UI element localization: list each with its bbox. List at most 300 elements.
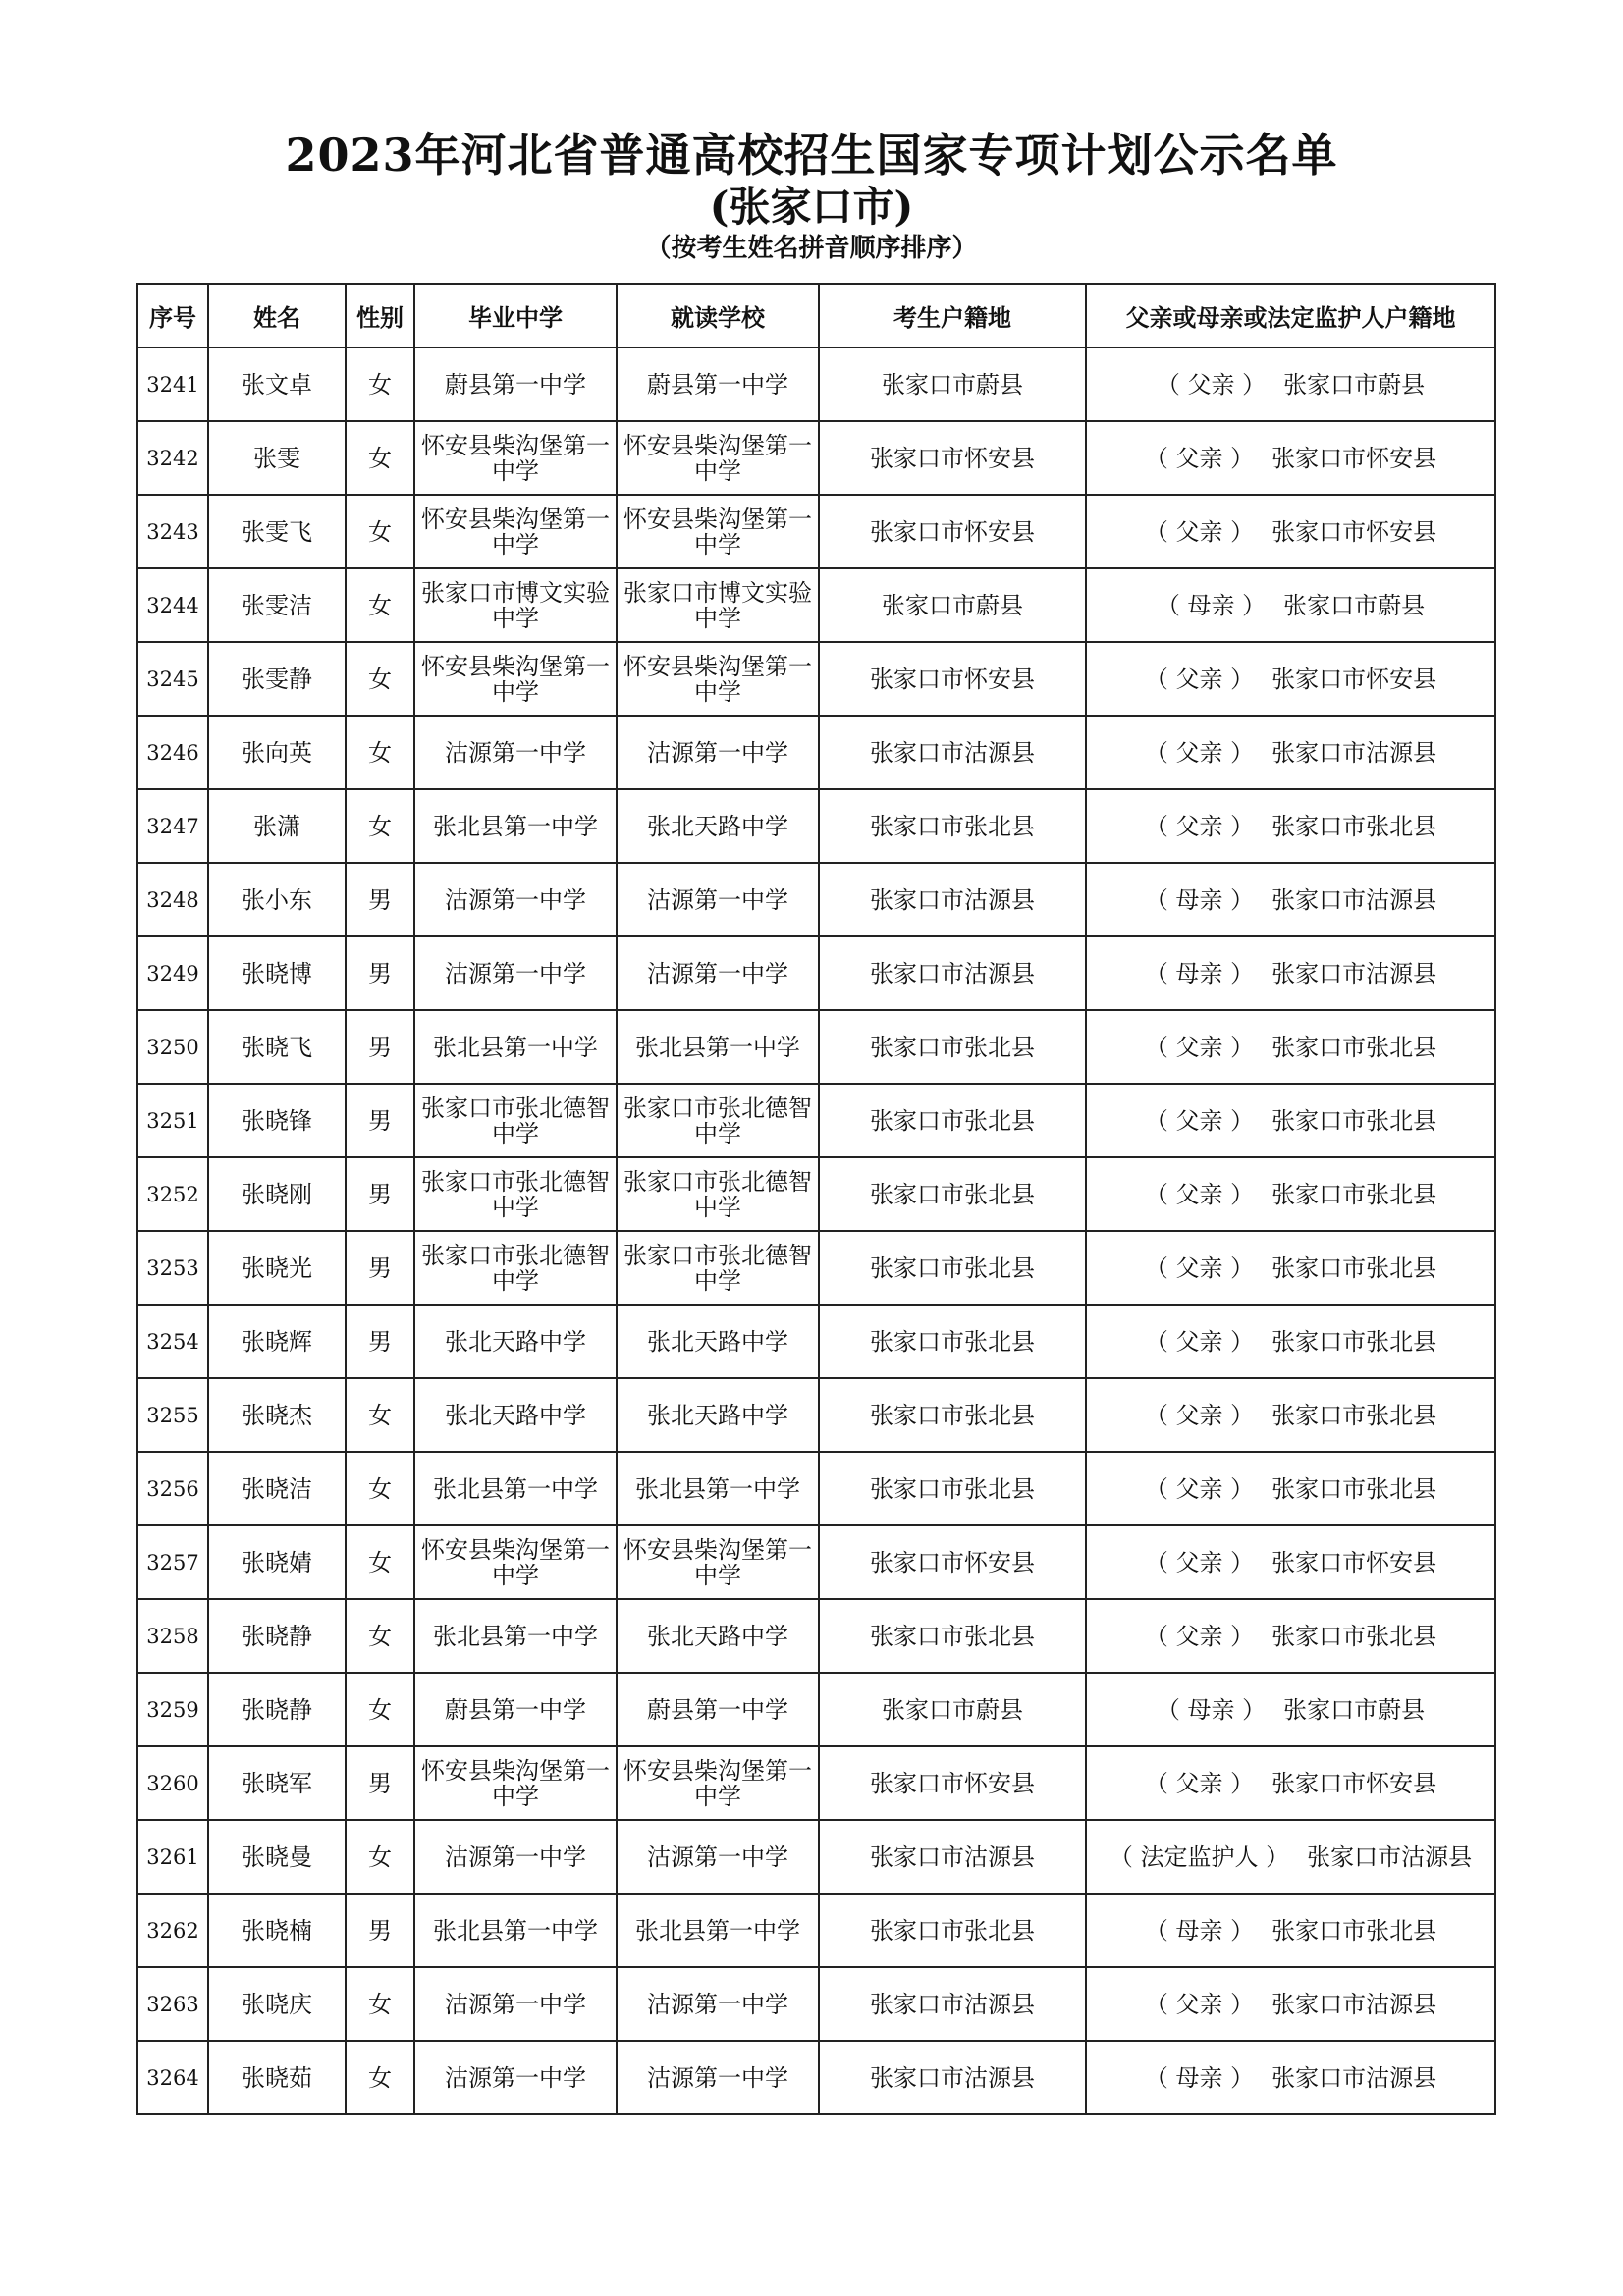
cell-id: 3245 xyxy=(137,642,208,716)
cell-current-school: 怀安县柴沟堡第一中学 xyxy=(617,421,819,495)
relation-label: 父亲 xyxy=(1175,812,1223,840)
cell-name: 张雯 xyxy=(208,421,346,495)
cell-household-registration: 张家口市怀安县 xyxy=(819,642,1086,716)
parent-location: 张家口市怀安县 xyxy=(1271,517,1437,546)
cell-id: 3264 xyxy=(137,2041,208,2114)
cell-current-school: 沽源第一中学 xyxy=(617,936,819,1010)
cell-household-registration: 张家口市张北县 xyxy=(819,1894,1086,1967)
cell-name: 张晓静 xyxy=(208,1673,346,1746)
cell-id: 3247 xyxy=(137,789,208,863)
relation-label: 父亲 xyxy=(1175,1622,1223,1650)
cell-id: 3257 xyxy=(137,1525,208,1599)
cell-graduation-school: 张北县第一中学 xyxy=(414,1599,617,1673)
cell-sex: 女 xyxy=(346,347,414,421)
open-paren: （ xyxy=(1144,1033,1176,1061)
cell-household-registration: 张家口市沽源县 xyxy=(819,716,1086,789)
close-paren: ） xyxy=(1258,1842,1290,1871)
close-paren: ） xyxy=(1222,1622,1255,1650)
cell-id: 3261 xyxy=(137,1820,208,1894)
cell-name: 张雯静 xyxy=(208,642,346,716)
close-paren: ） xyxy=(1222,1180,1255,1208)
table-row xyxy=(137,642,1495,716)
cell-id: 3256 xyxy=(137,1452,208,1525)
relation-label: 法定监护人 xyxy=(1140,1842,1259,1871)
cell-sex: 男 xyxy=(346,1231,414,1305)
cell-parent-registration xyxy=(1086,495,1495,568)
cell-household-registration: 张家口市张北县 xyxy=(819,1599,1086,1673)
open-paren: （ xyxy=(1144,738,1176,767)
cell-graduation-school: 怀安县柴沟堡第一中学 xyxy=(414,642,617,716)
cell-name: 张晓军 xyxy=(208,1746,346,1820)
cell-id: 3243 xyxy=(137,495,208,568)
relation-label: 父亲 xyxy=(1175,1401,1223,1429)
cell-id: 3242 xyxy=(137,421,208,495)
cell-current-school: 张家口市张北德智中学 xyxy=(617,1231,819,1305)
close-paren: ） xyxy=(1222,812,1255,840)
table-row xyxy=(137,1305,1495,1378)
cell-current-school: 张北天路中学 xyxy=(617,1305,819,1378)
cell-sex: 女 xyxy=(346,495,414,568)
parent-location: 张家口市张北县 xyxy=(1271,1622,1437,1650)
relation-label: 父亲 xyxy=(1175,1033,1223,1061)
applicant-table xyxy=(136,283,1496,2115)
cell-sex: 女 xyxy=(346,1378,414,1452)
parent-location: 张家口市张北县 xyxy=(1271,1474,1437,1503)
close-paren: ） xyxy=(1222,1401,1255,1429)
relation-label: 父亲 xyxy=(1175,517,1223,546)
parent-location: 张家口市沽源县 xyxy=(1307,1842,1473,1871)
cell-sex: 男 xyxy=(346,1746,414,1820)
cell-parent-registration xyxy=(1086,1746,1495,1820)
relation-label: 父亲 xyxy=(1175,1548,1223,1576)
document-subtitle: (张家口市) xyxy=(709,183,914,231)
cell-parent-registration xyxy=(1086,568,1495,642)
cell-name: 张晓刚 xyxy=(208,1157,346,1231)
cell-name: 张晓静 xyxy=(208,1599,346,1673)
close-paren: ） xyxy=(1234,591,1267,619)
close-paren: ） xyxy=(1222,1033,1255,1061)
table-row xyxy=(137,1894,1495,1967)
open-paren: （ xyxy=(1156,370,1188,399)
open-paren: （ xyxy=(1144,1548,1176,1576)
cell-household-registration: 张家口市张北县 xyxy=(819,789,1086,863)
close-paren: ） xyxy=(1222,665,1255,693)
cell-sex: 女 xyxy=(346,421,414,495)
cell-parent-registration xyxy=(1086,1820,1495,1894)
cell-name: 张晓庆 xyxy=(208,1967,346,2041)
relation-label: 父亲 xyxy=(1175,665,1223,693)
close-paren: ） xyxy=(1222,1769,1255,1797)
cell-id: 3259 xyxy=(137,1673,208,1746)
cell-graduation-school: 张北天路中学 xyxy=(414,1378,617,1452)
relation-label: 父亲 xyxy=(1175,1769,1223,1797)
cell-current-school: 张北县第一中学 xyxy=(617,1452,819,1525)
close-paren: ） xyxy=(1222,1548,1255,1576)
cell-current-school: 张北天路中学 xyxy=(617,789,819,863)
cell-sex: 女 xyxy=(346,1599,414,1673)
cell-id: 3250 xyxy=(137,1010,208,1084)
cell-graduation-school: 沽源第一中学 xyxy=(414,936,617,1010)
table-row xyxy=(137,1231,1495,1305)
cell-parent-registration xyxy=(1086,1894,1495,1967)
cell-id: 3254 xyxy=(137,1305,208,1378)
relation-label: 父亲 xyxy=(1187,370,1235,399)
cell-parent-registration xyxy=(1086,789,1495,863)
cell-parent-registration xyxy=(1086,1525,1495,1599)
cell-household-registration: 张家口市沽源县 xyxy=(819,863,1086,936)
cell-parent-registration xyxy=(1086,1378,1495,1452)
cell-id: 3255 xyxy=(137,1378,208,1452)
cell-current-school: 沽源第一中学 xyxy=(617,1967,819,2041)
cell-household-registration: 张家口市沽源县 xyxy=(819,936,1086,1010)
table-row xyxy=(137,1525,1495,1599)
table-body xyxy=(137,347,1495,2114)
cell-household-registration: 张家口市蔚县 xyxy=(819,347,1086,421)
open-paren: （ xyxy=(1109,1842,1141,1871)
cell-parent-registration xyxy=(1086,863,1495,936)
cell-parent-registration xyxy=(1086,1231,1495,1305)
cell-name: 张晓婧 xyxy=(208,1525,346,1599)
cell-sex: 男 xyxy=(346,936,414,1010)
table-row xyxy=(137,1378,1495,1452)
cell-sex: 男 xyxy=(346,863,414,936)
table-row xyxy=(137,1010,1495,1084)
cell-parent-registration xyxy=(1086,1305,1495,1378)
close-paren: ） xyxy=(1222,885,1255,914)
open-paren: （ xyxy=(1144,1769,1176,1797)
parent-location: 张家口市张北县 xyxy=(1271,1106,1437,1135)
cell-sex: 女 xyxy=(346,1452,414,1525)
cell-name: 张晓辉 xyxy=(208,1305,346,1378)
table-row xyxy=(137,347,1495,421)
cell-graduation-school: 蔚县第一中学 xyxy=(414,347,617,421)
cell-id: 3241 xyxy=(137,347,208,421)
cell-sex: 女 xyxy=(346,568,414,642)
cell-household-registration: 张家口市张北县 xyxy=(819,1157,1086,1231)
close-paren: ） xyxy=(1222,738,1255,767)
cell-sex: 男 xyxy=(346,1157,414,1231)
table-row xyxy=(137,863,1495,936)
relation-label: 父亲 xyxy=(1175,444,1223,472)
open-paren: （ xyxy=(1156,591,1188,619)
cell-household-registration: 张家口市张北县 xyxy=(819,1305,1086,1378)
open-paren: （ xyxy=(1144,1106,1176,1135)
relation-label: 母亲 xyxy=(1175,2063,1223,2092)
cell-current-school: 张北天路中学 xyxy=(617,1599,819,1673)
cell-parent-registration xyxy=(1086,1452,1495,1525)
relation-label: 父亲 xyxy=(1175,1474,1223,1503)
open-paren: （ xyxy=(1156,1695,1188,1724)
cell-sex: 男 xyxy=(346,1010,414,1084)
cell-graduation-school: 怀安县柴沟堡第一中学 xyxy=(414,1525,617,1599)
cell-current-school: 怀安县柴沟堡第一中学 xyxy=(617,642,819,716)
cell-household-registration: 张家口市怀安县 xyxy=(819,1525,1086,1599)
relation-label: 母亲 xyxy=(1175,885,1223,914)
table-row xyxy=(137,1157,1495,1231)
cell-parent-registration xyxy=(1086,936,1495,1010)
header-household-registration: 考生户籍地 xyxy=(819,284,1086,347)
cell-id: 3249 xyxy=(137,936,208,1010)
cell-current-school: 张北县第一中学 xyxy=(617,1894,819,1967)
cell-name: 张晓光 xyxy=(208,1231,346,1305)
cell-sex: 女 xyxy=(346,1967,414,2041)
cell-id: 3252 xyxy=(137,1157,208,1231)
parent-location: 张家口市蔚县 xyxy=(1283,1695,1426,1724)
cell-household-registration: 张家口市蔚县 xyxy=(819,568,1086,642)
cell-graduation-school: 怀安县柴沟堡第一中学 xyxy=(414,421,617,495)
open-paren: （ xyxy=(1144,1474,1176,1503)
cell-name: 张晓锋 xyxy=(208,1084,346,1157)
cell-sex: 女 xyxy=(346,2041,414,2114)
close-paren: ） xyxy=(1222,1474,1255,1503)
open-paren: （ xyxy=(1144,1327,1176,1356)
cell-id: 3246 xyxy=(137,716,208,789)
cell-name: 张晓楠 xyxy=(208,1894,346,1967)
cell-household-registration: 张家口市怀安县 xyxy=(819,421,1086,495)
relation-label: 父亲 xyxy=(1175,1327,1223,1356)
cell-household-registration: 张家口市张北县 xyxy=(819,1010,1086,1084)
cell-household-registration: 张家口市沽源县 xyxy=(819,2041,1086,2114)
table-row xyxy=(137,716,1495,789)
parent-location: 张家口市蔚县 xyxy=(1283,370,1426,399)
cell-graduation-school: 张家口市张北德智中学 xyxy=(414,1157,617,1231)
cell-parent-registration xyxy=(1086,347,1495,421)
cell-household-registration: 张家口市沽源县 xyxy=(819,1967,1086,2041)
cell-graduation-school: 沽源第一中学 xyxy=(414,1967,617,2041)
relation-label: 父亲 xyxy=(1175,1180,1223,1208)
cell-graduation-school: 张北县第一中学 xyxy=(414,1894,617,1967)
relation-label: 父亲 xyxy=(1175,738,1223,767)
cell-graduation-school: 沽源第一中学 xyxy=(414,716,617,789)
header-sex: 性别 xyxy=(346,284,414,347)
cell-sex: 女 xyxy=(346,1673,414,1746)
cell-name: 张晓飞 xyxy=(208,1010,346,1084)
cell-current-school: 沽源第一中学 xyxy=(617,2041,819,2114)
parent-location: 张家口市怀安县 xyxy=(1271,1769,1437,1797)
table-row xyxy=(137,421,1495,495)
cell-name: 张文卓 xyxy=(208,347,346,421)
cell-sex: 男 xyxy=(346,1305,414,1378)
parent-location: 张家口市沽源县 xyxy=(1271,1990,1437,2018)
open-paren: （ xyxy=(1144,517,1176,546)
relation-label: 父亲 xyxy=(1175,1106,1223,1135)
close-paren: ） xyxy=(1222,1254,1255,1282)
open-paren: （ xyxy=(1144,1254,1176,1282)
cell-sex: 男 xyxy=(346,1894,414,1967)
close-paren: ） xyxy=(1222,959,1255,988)
sort-note: （按考生姓名拼音顺序排序） xyxy=(645,234,978,263)
cell-parent-registration xyxy=(1086,1157,1495,1231)
cell-name: 张晓洁 xyxy=(208,1452,346,1525)
cell-sex: 女 xyxy=(346,642,414,716)
table-row xyxy=(137,1820,1495,1894)
cell-graduation-school: 张北县第一中学 xyxy=(414,1010,617,1084)
close-paren: ） xyxy=(1234,1695,1267,1724)
table-row xyxy=(137,789,1495,863)
parent-location: 张家口市张北县 xyxy=(1271,1401,1437,1429)
cell-graduation-school: 张家口市张北德智中学 xyxy=(414,1231,617,1305)
cell-household-registration: 张家口市蔚县 xyxy=(819,1673,1086,1746)
cell-household-registration: 张家口市张北县 xyxy=(819,1084,1086,1157)
cell-household-registration: 张家口市怀安县 xyxy=(819,1746,1086,1820)
relation-label: 母亲 xyxy=(1175,1916,1223,1945)
cell-parent-registration xyxy=(1086,421,1495,495)
close-paren: ） xyxy=(1234,370,1267,399)
parent-location: 张家口市怀安县 xyxy=(1271,444,1437,472)
cell-id: 3253 xyxy=(137,1231,208,1305)
cell-current-school: 张家口市张北德智中学 xyxy=(617,1084,819,1157)
cell-household-registration: 张家口市张北县 xyxy=(819,1378,1086,1452)
parent-location: 张家口市沽源县 xyxy=(1271,738,1437,767)
cell-household-registration: 张家口市张北县 xyxy=(819,1452,1086,1525)
cell-name: 张雯洁 xyxy=(208,568,346,642)
cell-current-school: 怀安县柴沟堡第一中学 xyxy=(617,1525,819,1599)
parent-location: 张家口市怀安县 xyxy=(1271,665,1437,693)
cell-graduation-school: 沽源第一中学 xyxy=(414,1820,617,1894)
header-current-school: 就读学校 xyxy=(617,284,819,347)
cell-graduation-school: 张北县第一中学 xyxy=(414,789,617,863)
open-paren: （ xyxy=(1144,1990,1176,2018)
close-paren: ） xyxy=(1222,1327,1255,1356)
cell-sex: 女 xyxy=(346,789,414,863)
parent-location: 张家口市沽源县 xyxy=(1271,959,1437,988)
close-paren: ） xyxy=(1222,1990,1255,2018)
cell-id: 3248 xyxy=(137,863,208,936)
table-row xyxy=(137,1452,1495,1525)
parent-location: 张家口市张北县 xyxy=(1271,1180,1437,1208)
cell-current-school: 沽源第一中学 xyxy=(617,716,819,789)
cell-id: 3262 xyxy=(137,1894,208,1967)
cell-graduation-school: 张北天路中学 xyxy=(414,1305,617,1378)
table-row xyxy=(137,1967,1495,2041)
cell-parent-registration xyxy=(1086,1673,1495,1746)
cell-parent-registration xyxy=(1086,1010,1495,1084)
cell-current-school: 怀安县柴沟堡第一中学 xyxy=(617,495,819,568)
parent-location: 张家口市张北县 xyxy=(1271,1916,1437,1945)
close-paren: ） xyxy=(1222,1916,1255,1945)
table-row xyxy=(137,1084,1495,1157)
cell-sex: 女 xyxy=(346,716,414,789)
parent-location: 张家口市张北县 xyxy=(1271,1254,1437,1282)
table-row xyxy=(137,936,1495,1010)
table-header-row xyxy=(137,284,1495,347)
cell-name: 张雯飞 xyxy=(208,495,346,568)
parent-location: 张家口市张北县 xyxy=(1271,812,1437,840)
close-paren: ） xyxy=(1222,517,1255,546)
open-paren: （ xyxy=(1144,665,1176,693)
cell-household-registration: 张家口市张北县 xyxy=(819,1231,1086,1305)
cell-name: 张晓杰 xyxy=(208,1378,346,1452)
cell-graduation-school: 蔚县第一中学 xyxy=(414,1673,617,1746)
header-id: 序号 xyxy=(137,284,208,347)
cell-parent-registration xyxy=(1086,2041,1495,2114)
open-paren: （ xyxy=(1144,885,1176,914)
cell-graduation-school: 沽源第一中学 xyxy=(414,863,617,936)
cell-current-school: 怀安县柴沟堡第一中学 xyxy=(617,1746,819,1820)
cell-current-school: 张家口市张北德智中学 xyxy=(617,1157,819,1231)
close-paren: ） xyxy=(1222,2063,1255,2092)
open-paren: （ xyxy=(1144,1916,1176,1945)
cell-sex: 男 xyxy=(346,1084,414,1157)
document-title: 2023年河北省普通高校招生国家专项计划公示名单 xyxy=(285,129,1338,182)
cell-id: 3244 xyxy=(137,568,208,642)
table-row xyxy=(137,1673,1495,1746)
cell-sex: 女 xyxy=(346,1820,414,1894)
cell-graduation-school: 张北县第一中学 xyxy=(414,1452,617,1525)
parent-location: 张家口市张北县 xyxy=(1271,1327,1437,1356)
parent-location: 张家口市张北县 xyxy=(1271,1033,1437,1061)
relation-label: 母亲 xyxy=(1175,959,1223,988)
cell-graduation-school: 张家口市博文实验中学 xyxy=(414,568,617,642)
cell-current-school: 张北县第一中学 xyxy=(617,1010,819,1084)
cell-name: 张晓博 xyxy=(208,936,346,1010)
table-row xyxy=(137,1599,1495,1673)
close-paren: ） xyxy=(1222,444,1255,472)
table-row xyxy=(137,1746,1495,1820)
parent-location: 张家口市怀安县 xyxy=(1271,1548,1437,1576)
cell-current-school: 沽源第一中学 xyxy=(617,1820,819,1894)
table-row xyxy=(137,568,1495,642)
cell-graduation-school: 张家口市张北德智中学 xyxy=(414,1084,617,1157)
parent-location: 张家口市沽源县 xyxy=(1271,885,1437,914)
cell-id: 3251 xyxy=(137,1084,208,1157)
cell-household-registration: 张家口市怀安县 xyxy=(819,495,1086,568)
cell-parent-registration xyxy=(1086,1599,1495,1673)
cell-parent-registration xyxy=(1086,1084,1495,1157)
relation-label: 母亲 xyxy=(1187,591,1235,619)
cell-current-school: 沽源第一中学 xyxy=(617,863,819,936)
table-row xyxy=(137,495,1495,568)
cell-name: 张潇 xyxy=(208,789,346,863)
cell-current-school: 蔚县第一中学 xyxy=(617,347,819,421)
relation-label: 母亲 xyxy=(1187,1695,1235,1724)
header-parent-registration: 父亲或母亲或法定监护人户籍地 xyxy=(1086,284,1495,347)
cell-current-school: 张北天路中学 xyxy=(617,1378,819,1452)
cell-id: 3258 xyxy=(137,1599,208,1673)
cell-id: 3263 xyxy=(137,1967,208,2041)
header-name: 姓名 xyxy=(208,284,346,347)
cell-graduation-school: 怀安县柴沟堡第一中学 xyxy=(414,1746,617,1820)
relation-label: 父亲 xyxy=(1175,1990,1223,2018)
cell-household-registration: 张家口市沽源县 xyxy=(819,1820,1086,1894)
relation-label: 父亲 xyxy=(1175,1254,1223,1282)
table-row xyxy=(137,2041,1495,2114)
open-paren: （ xyxy=(1144,1180,1176,1208)
open-paren: （ xyxy=(1144,812,1176,840)
cell-parent-registration xyxy=(1086,642,1495,716)
cell-current-school: 蔚县第一中学 xyxy=(617,1673,819,1746)
cell-graduation-school: 怀安县柴沟堡第一中学 xyxy=(414,495,617,568)
cell-name: 张晓茹 xyxy=(208,2041,346,2114)
header-graduation-school: 毕业中学 xyxy=(414,284,617,347)
cell-parent-registration xyxy=(1086,716,1495,789)
cell-current-school: 张家口市博文实验中学 xyxy=(617,568,819,642)
open-paren: （ xyxy=(1144,1401,1176,1429)
open-paren: （ xyxy=(1144,1622,1176,1650)
cell-name: 张晓曼 xyxy=(208,1820,346,1894)
cell-parent-registration xyxy=(1086,1967,1495,2041)
cell-name: 张小东 xyxy=(208,863,346,936)
cell-id: 3260 xyxy=(137,1746,208,1820)
parent-location: 张家口市蔚县 xyxy=(1283,591,1426,619)
open-paren: （ xyxy=(1144,444,1176,472)
open-paren: （ xyxy=(1144,2063,1176,2092)
close-paren: ） xyxy=(1222,1106,1255,1135)
open-paren: （ xyxy=(1144,959,1176,988)
parent-location: 张家口市沽源县 xyxy=(1271,2063,1437,2092)
cell-name: 张向英 xyxy=(208,716,346,789)
cell-sex: 女 xyxy=(346,1525,414,1599)
